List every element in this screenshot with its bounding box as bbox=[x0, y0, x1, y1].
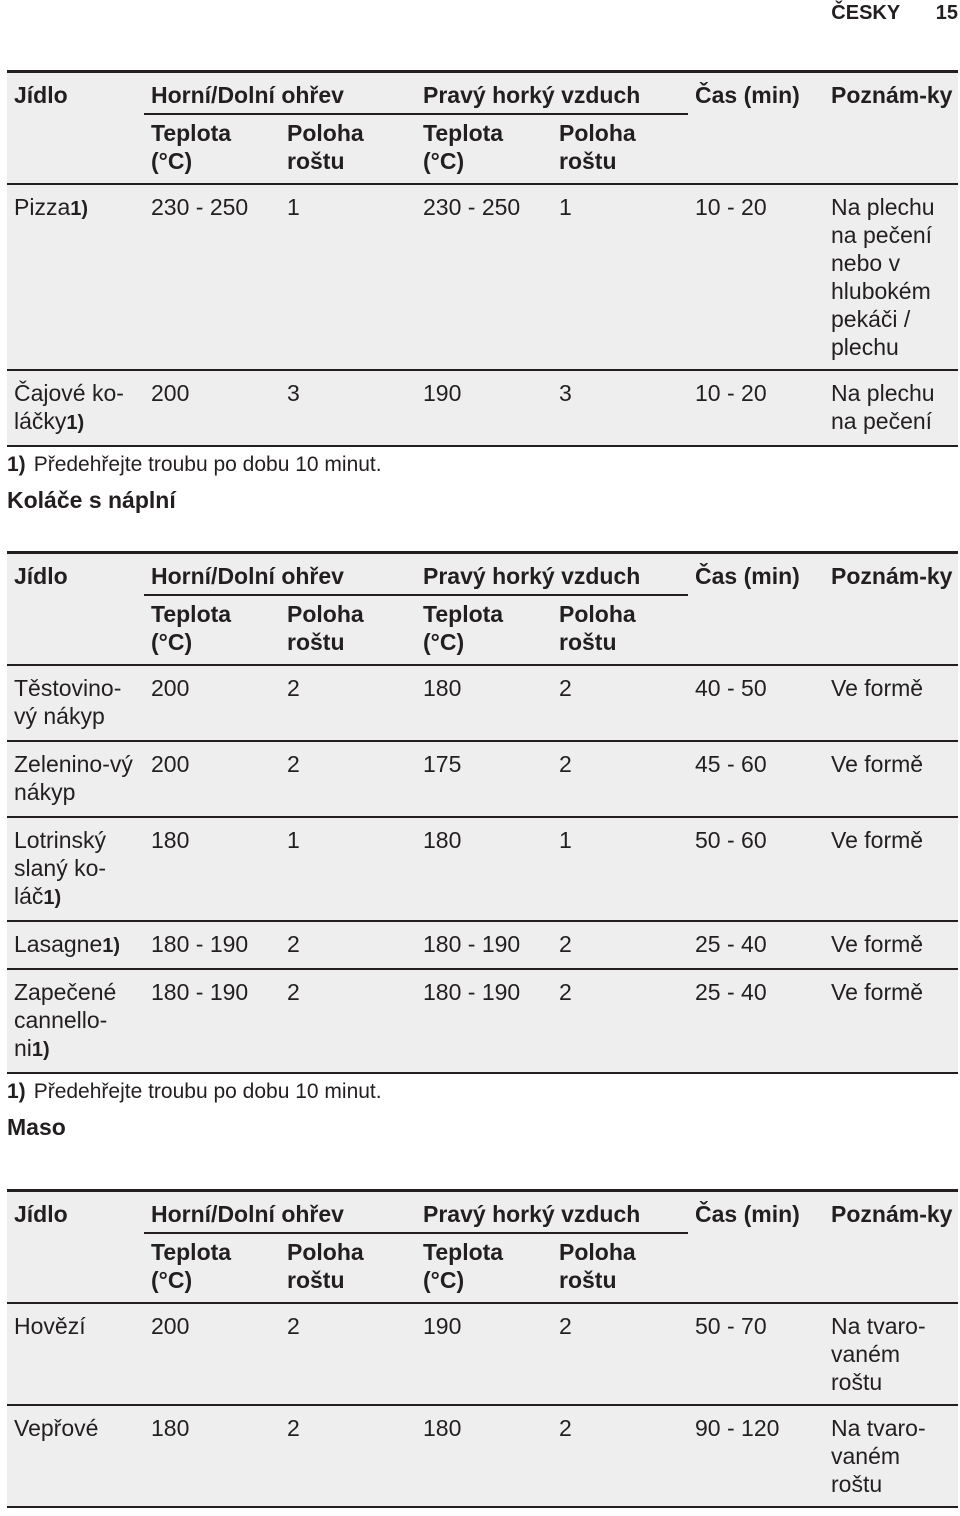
hot-air-shelf: 2 bbox=[552, 665, 688, 741]
cook-time: 10 - 20 bbox=[688, 184, 824, 370]
cook-time: 10 - 20 bbox=[688, 370, 824, 446]
hot-air-temp: 190 bbox=[416, 1303, 552, 1405]
hot-air-temp: 175 bbox=[416, 741, 552, 817]
top-bottom-temp: 180 bbox=[144, 817, 280, 921]
table-row bbox=[7, 741, 958, 817]
col-dish: Jídlo bbox=[7, 72, 144, 115]
dish-name: Lasagne1) bbox=[7, 921, 144, 969]
col-temp: Teplota (°C) bbox=[151, 601, 232, 655]
dish-name: Zelenino-vý nákyp bbox=[7, 741, 144, 817]
dish-name: Lotrinský slaný ko-láč1) bbox=[7, 817, 144, 921]
hot-air-shelf: 2 bbox=[552, 1405, 688, 1507]
col-time: Čas (min) bbox=[688, 72, 824, 115]
hot-air-temp: 230 - 250 bbox=[416, 184, 552, 370]
notes: Na plechu na pečení nebo v hlubokém pekáči / plechu bbox=[824, 184, 958, 370]
top-bottom-temp: 180 bbox=[144, 1405, 280, 1507]
col-time: Čas (min) bbox=[688, 1191, 824, 1234]
footnote-mark: 1) bbox=[7, 453, 26, 476]
dish-name: Čajové ko-láčky1) bbox=[7, 370, 144, 446]
top-bottom-temp: 180 - 190 bbox=[144, 969, 280, 1073]
hot-air-shelf: 1 bbox=[552, 817, 688, 921]
col-top-bottom-heat: Horní/Dolní ohřev bbox=[144, 553, 416, 596]
col-shelf: Poloha roštu bbox=[287, 120, 364, 174]
col-temp: Teplota (°C) bbox=[151, 1239, 232, 1293]
top-bottom-shelf: 1 bbox=[280, 817, 416, 921]
top-bottom-shelf: 2 bbox=[280, 969, 416, 1073]
table-baking-1 bbox=[7, 70, 958, 447]
cook-time: 45 - 60 bbox=[688, 741, 824, 817]
notes: Ve formě bbox=[824, 665, 958, 741]
notes: Ve formě bbox=[824, 817, 958, 921]
dish-name: Pizza1) bbox=[7, 184, 144, 370]
col-hot-air: Pravý horký vzduch bbox=[416, 553, 688, 596]
hot-air-shelf: 3 bbox=[552, 370, 688, 446]
section-table1 bbox=[7, 70, 958, 526]
top-bottom-temp: 200 bbox=[144, 741, 280, 817]
table-row bbox=[7, 665, 958, 741]
col-temp: Teplota (°C) bbox=[423, 120, 504, 174]
language-label: ČESKY bbox=[831, 2, 901, 24]
top-bottom-temp: 230 - 250 bbox=[144, 184, 280, 370]
col-shelf: Poloha roštu bbox=[287, 601, 364, 655]
col-time: Čas (min) bbox=[688, 553, 824, 596]
table-row bbox=[7, 817, 958, 921]
footnote bbox=[7, 1080, 958, 1104]
cook-time: 25 - 40 bbox=[688, 969, 824, 1073]
col-shelf: Poloha roštu bbox=[559, 120, 636, 174]
notes: Ve formě bbox=[824, 921, 958, 969]
section-title-meat: Maso bbox=[7, 1114, 66, 1140]
table-row bbox=[7, 1303, 958, 1405]
col-temp: Teplota (°C) bbox=[151, 120, 232, 174]
top-bottom-shelf: 2 bbox=[280, 665, 416, 741]
hot-air-shelf: 2 bbox=[552, 921, 688, 969]
col-shelf: Poloha roštu bbox=[559, 1239, 636, 1293]
col-notes: Poznám-ky bbox=[824, 1191, 958, 1304]
hot-air-temp: 180 - 190 bbox=[416, 921, 552, 969]
col-hot-air: Pravý horký vzduch bbox=[416, 1191, 688, 1234]
cook-time: 40 - 50 bbox=[688, 665, 824, 741]
table-row bbox=[7, 969, 958, 1073]
dish-name: Hovězí bbox=[7, 1303, 144, 1405]
page-number: 15 bbox=[935, 2, 958, 24]
hot-air-shelf: 2 bbox=[552, 1303, 688, 1405]
footnote-text: Předehřejte troubu po dobu 10 minut. bbox=[33, 453, 382, 476]
notes: Ve formě bbox=[824, 969, 958, 1073]
cook-time: 25 - 40 bbox=[688, 921, 824, 969]
hot-air-shelf: 1 bbox=[552, 184, 688, 370]
hot-air-temp: 180 - 190 bbox=[416, 969, 552, 1073]
notes: Na tvaro-vaném roštu bbox=[824, 1303, 958, 1405]
top-bottom-shelf: 3 bbox=[280, 370, 416, 446]
top-bottom-shelf: 2 bbox=[280, 1303, 416, 1405]
col-top-bottom-heat: Horní/Dolní ohřev bbox=[144, 1191, 416, 1234]
dish-name: Těstovino-vý nákyp bbox=[7, 665, 144, 741]
col-shelf: Poloha roštu bbox=[287, 1239, 364, 1293]
table-meat bbox=[7, 1189, 958, 1508]
top-bottom-shelf: 2 bbox=[280, 741, 416, 817]
top-bottom-shelf: 1 bbox=[280, 184, 416, 370]
table-row bbox=[7, 184, 958, 370]
col-dish: Jídlo bbox=[7, 553, 144, 596]
notes: Na plechu na pečení bbox=[824, 370, 958, 446]
footnote bbox=[7, 453, 958, 477]
page-header bbox=[831, 2, 958, 25]
cook-time: 50 - 70 bbox=[688, 1303, 824, 1405]
top-bottom-temp: 200 bbox=[144, 370, 280, 446]
hot-air-shelf: 2 bbox=[552, 969, 688, 1073]
top-bottom-shelf: 2 bbox=[280, 921, 416, 969]
notes: Ve formě bbox=[824, 741, 958, 817]
hot-air-temp: 180 bbox=[416, 665, 552, 741]
col-top-bottom-heat: Horní/Dolní ohřev bbox=[144, 72, 416, 115]
col-shelf: Poloha roštu bbox=[559, 601, 636, 655]
col-dish: Jídlo bbox=[7, 1191, 144, 1234]
col-temp: Teplota (°C) bbox=[423, 1239, 504, 1293]
section-title-filled-cakes: Koláče s náplní bbox=[7, 487, 176, 513]
table-row bbox=[7, 370, 958, 446]
hot-air-temp: 190 bbox=[416, 370, 552, 446]
col-notes: Poznám-ky bbox=[824, 72, 958, 185]
table-filled-cakes bbox=[7, 551, 958, 1074]
dish-name: Vepřové bbox=[7, 1405, 144, 1507]
section-table3 bbox=[7, 1189, 958, 1508]
section-table2 bbox=[7, 551, 958, 1153]
cook-time: 90 - 120 bbox=[688, 1405, 824, 1507]
footnote-text: Předehřejte troubu po dobu 10 minut. bbox=[33, 1080, 382, 1103]
footnote-mark: 1) bbox=[7, 1080, 26, 1103]
col-hot-air: Pravý horký vzduch bbox=[416, 72, 688, 115]
top-bottom-shelf: 2 bbox=[280, 1405, 416, 1507]
top-bottom-temp: 200 bbox=[144, 1303, 280, 1405]
top-bottom-temp: 200 bbox=[144, 665, 280, 741]
cook-time: 50 - 60 bbox=[688, 817, 824, 921]
hot-air-temp: 180 bbox=[416, 817, 552, 921]
col-notes: Poznám-ky bbox=[824, 553, 958, 666]
top-bottom-temp: 180 - 190 bbox=[144, 921, 280, 969]
hot-air-shelf: 2 bbox=[552, 741, 688, 817]
notes: Na tvaro-vaném roštu bbox=[824, 1405, 958, 1507]
table-row bbox=[7, 921, 958, 969]
col-temp: Teplota (°C) bbox=[423, 601, 504, 655]
hot-air-temp: 180 bbox=[416, 1405, 552, 1507]
dish-name: Zapečené cannello-ni1) bbox=[7, 969, 144, 1073]
table-row bbox=[7, 1405, 958, 1507]
